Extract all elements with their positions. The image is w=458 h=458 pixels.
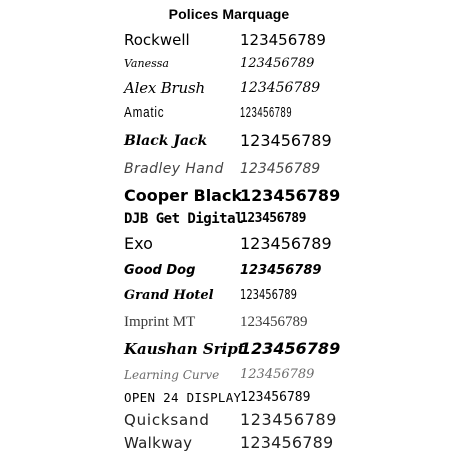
font-name: Black Jack [124,133,208,149]
font-row-open-24-display [0,386,458,410]
font-sample-digits: 123456789 [240,410,338,429]
font-name: DJB Get Digital [124,211,243,227]
font-row-djb-get-digital [0,207,458,231]
font-name: Imprint MT [124,314,196,330]
font-row-learning-curve [0,363,458,387]
font-sample-digits: 123456789 [240,390,311,405]
font-row-black-jack [0,129,458,153]
font-name: Cooper Black [124,186,243,205]
font-list [0,28,458,456]
font-name: Grand Hotel [124,288,214,303]
font-name: Learning Curve [124,368,220,382]
font-sample-digits: 123456789 [240,234,332,253]
font-name: Exo [124,234,153,253]
font-sample-digits: 123456789 [240,104,293,121]
font-row-walkway [0,431,458,455]
font-row-cooper-black [0,184,458,208]
font-name: Alex Brush [124,79,205,97]
font-name: Bradley Hand [124,161,224,177]
font-name: Good Dog [124,263,196,278]
font-name: Rockwell [124,31,190,49]
font-row-good-dog [0,259,458,283]
font-sample-digits: 123456789 [240,314,308,330]
font-sample-digits: 123456789 [240,433,334,452]
font-row-grand-hotel [0,284,458,308]
font-name: Quicksand [124,411,210,429]
font-sample-digits: 123456789 [240,288,297,303]
font-row-alex-brush [0,76,458,100]
page-title: Polices Marquage [168,6,290,22]
font-row-exo [0,232,458,256]
font-name: Amatic [124,104,165,121]
font-sample-digits: 123456789 [240,367,315,382]
font-row-imprint-mt [0,310,458,334]
font-sample-digits: 123456789 [240,263,322,278]
font-name: Vanessa [124,57,169,70]
font-sample-digits: 123456789 [240,211,306,226]
font-row-vanessa [0,52,458,76]
font-sample-digits: 123456789 [240,31,326,49]
font-name: Walkway [124,434,193,452]
font-sample-digits: 123456789 [240,80,321,96]
font-sample-digits: 123456789 [240,161,321,177]
font-row-rockwell [0,28,458,52]
font-sample-digits: 123456789 [240,131,332,150]
font-sample-digits: 123456789 [240,56,315,71]
font-name: Kaushan Sript [124,340,245,358]
font-row-quicksand [0,408,458,432]
font-sample-digits: 123456789 [240,186,341,205]
font-sample-digits: 123456789 [240,339,341,358]
font-row-amatic [0,101,458,125]
font-row-kaushan-sript [0,337,458,361]
font-name: OPEN 24 DISPLAY [124,390,242,405]
font-row-bradley-hand [0,157,458,181]
